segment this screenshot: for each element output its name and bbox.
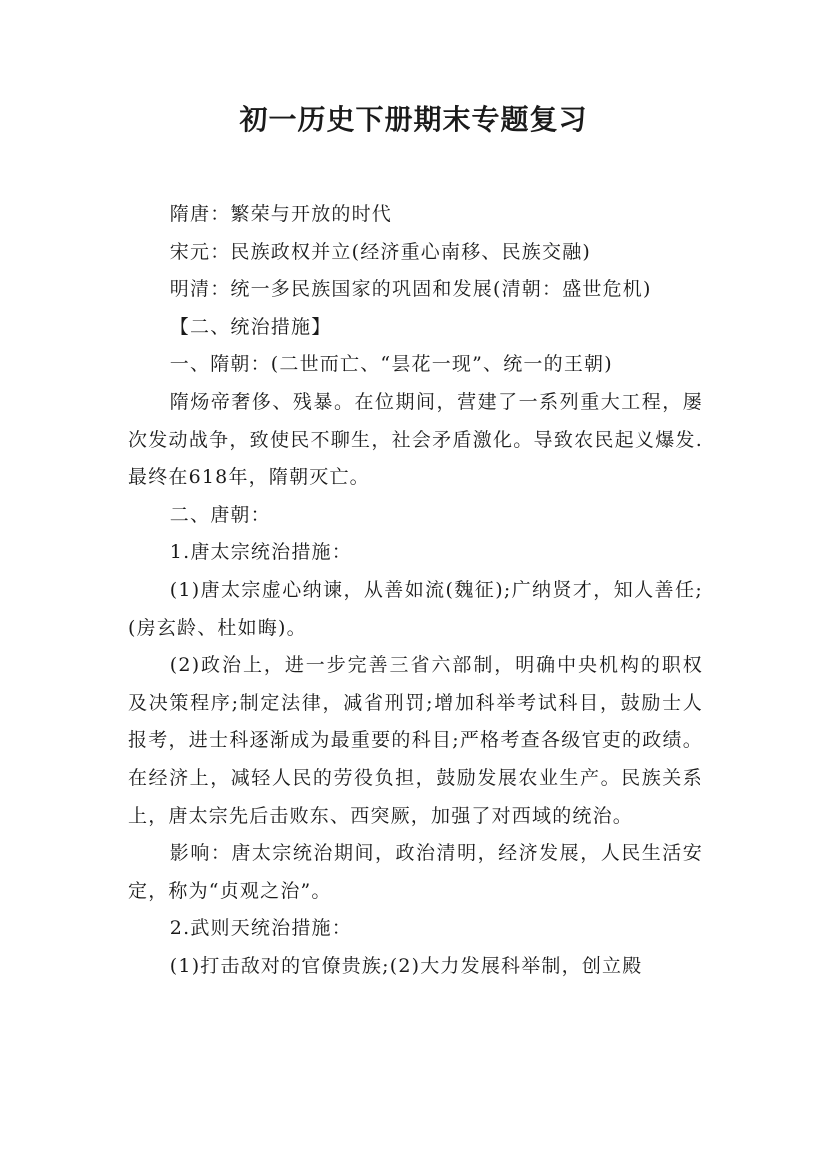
paragraph-sui-yangdi: 隋炀帝奢侈、残暴。在位期间，营建了一系列重大工程，屡次发动战争，致使民不聊生，社会矛盾激化。导致农民起义爆发.最终在618年，隋朝灭亡。: [128, 390, 703, 489]
paragraph-ming-qing: 明清：统一多民族国家的巩固和发展(清朝：盛世危机): [169, 278, 652, 301]
subheading-wu-zetian-measures: 2.武则天统治措施：: [169, 917, 352, 940]
paragraph-wu-zetian: (1)打击敌对的官僚贵族;(2)大力发展科举制，创立殿: [169, 954, 643, 977]
subheading-taizong-measures: 1.唐太宗统治措施：: [169, 541, 352, 564]
document-body: [128, 196, 703, 985]
paragraph-song-yuan: 宋元：民族政权并立(经济重心南移、民族交融): [169, 240, 592, 263]
page-title: 初一历史下册期末专题复习: [239, 103, 588, 136]
subheading-sui-dynasty: 一、隋朝：(二世而亡、“昙花一现”、统一的王朝): [169, 353, 613, 376]
paragraph-zhenguan-influence: 影响：唐太宗统治期间，政治清明，经济发展，人民生活安定，称为“贞观之治”。: [128, 842, 703, 902]
subheading-tang-dynasty: 二、唐朝：: [169, 503, 271, 526]
paragraph-taizong-advice: (1)唐太宗虚心纳谏，从善如流(魏征);广纳贤才，知人善任;(房玄龄、杜如晦)。: [128, 578, 703, 639]
section-heading-rule-measures: 【二、统治措施】: [169, 315, 332, 338]
paragraph-taizong-politics: (2)政治上，进一步完善三省六部制，明确中央机构的职权及决策程序;制定法律，减省刑罚;增加科举考试科目，鼓励士人报考，进士科逐渐成为最重要的科目;严格考查各级官吏的政绩。在经济上，减轻人民的劳役负担，鼓励发展农业生产。民族关系上，唐太宗先后击败东、西突厥，加强了对西域的统治。: [128, 654, 703, 827]
paragraph-sui-tang: 隋唐：繁荣与开放的时代: [169, 203, 392, 225]
